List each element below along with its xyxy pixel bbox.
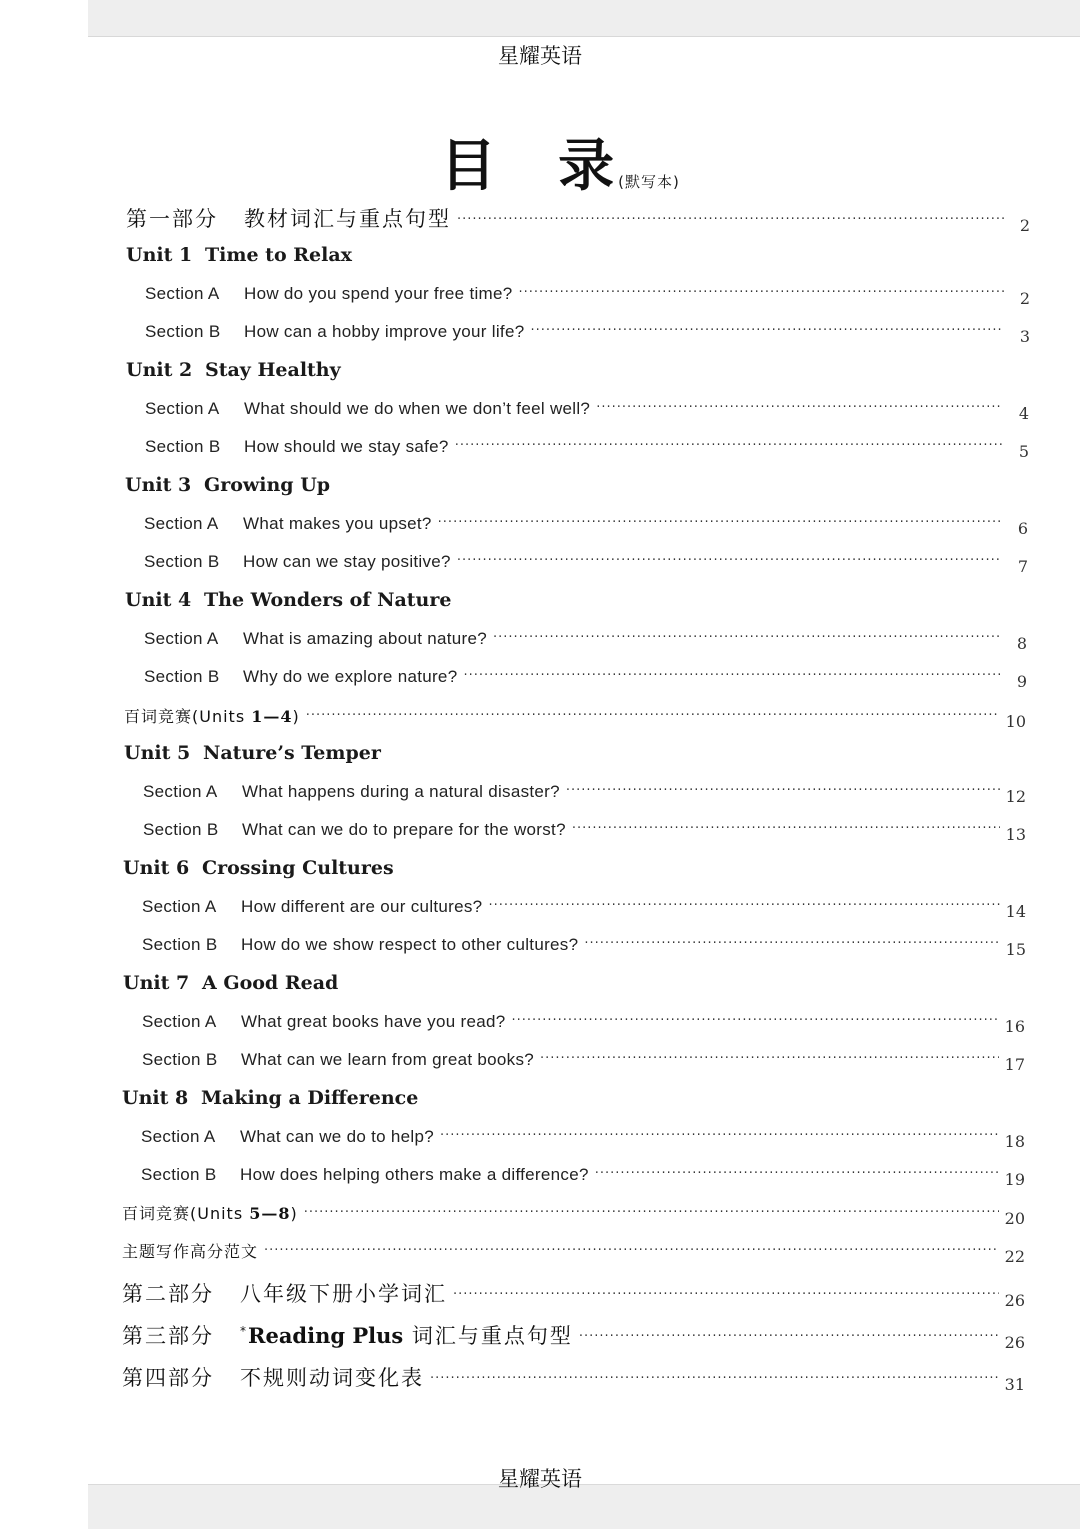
page-number: 31 [1004, 1375, 1025, 1394]
dot-leader [488, 898, 999, 913]
section-title: How can a hobby improve your life? [244, 322, 525, 341]
dot-leader [306, 708, 1000, 723]
dot-leader [566, 783, 1000, 798]
section-title: What can we do to prepare for the worst? [242, 820, 566, 839]
page-number: 22 [1004, 1247, 1025, 1266]
quiz-range: 5—8 [249, 1204, 291, 1223]
unit-title: Making a Difference [201, 1087, 419, 1109]
dot-leader [463, 668, 1001, 683]
quiz-suffix: ) [290, 1204, 298, 1223]
section-title: What happens during a natural disaster? [242, 782, 560, 801]
section-label: Section A [144, 629, 219, 648]
section-label: Section A [143, 782, 218, 801]
page-number: 4 [1018, 404, 1029, 423]
page-number: 14 [1005, 902, 1026, 921]
dot-leader [440, 1128, 999, 1143]
title-char-1: 目 [440, 134, 497, 199]
toc-section[interactable] [144, 667, 1027, 697]
section-title: What great books have you read? [241, 1012, 506, 1031]
unit-number: Unit 5 [124, 742, 191, 764]
dot-leader [457, 212, 1004, 227]
section-title: How do we show respect to other cultures? [241, 935, 579, 954]
toc-quiz-units-1-4[interactable] [124, 704, 1026, 734]
dot-leader [572, 821, 1000, 836]
dot-leader [584, 936, 999, 951]
section-label: Section A [144, 514, 219, 533]
part-title: 不规则动词变化表 [240, 1366, 424, 1390]
page-number: 6 [1017, 519, 1028, 538]
quiz-prefix: 百词竞赛(Units [122, 1204, 250, 1223]
page-number: 9 [1016, 672, 1027, 691]
dot-leader [596, 400, 1003, 415]
dot-leader [264, 1243, 999, 1258]
toc-quiz-units-5-8[interactable] [122, 1201, 1025, 1231]
section-label: Section B [144, 667, 220, 686]
part-title: 八年级下册小学词汇 [240, 1282, 447, 1306]
toc-section[interactable] [145, 399, 1029, 429]
page-number: 16 [1004, 1017, 1025, 1036]
unit-title: Stay Healthy [205, 359, 341, 381]
writing-title: 主题写作高分范文 [122, 1242, 259, 1261]
scan-edge-top [88, 0, 1080, 37]
page-number: 2 [1019, 289, 1030, 308]
unit-title: Crossing Cultures [202, 857, 394, 879]
section-title: How can we stay positive? [243, 552, 451, 571]
section-label: Section B [142, 1050, 218, 1069]
section-label: Section B [144, 552, 220, 571]
page-number: 26 [1004, 1333, 1025, 1352]
dot-leader [540, 1051, 999, 1066]
dot-leader [519, 285, 1004, 300]
section-label: Section B [141, 1165, 217, 1184]
toc-unit-3[interactable] [125, 474, 330, 504]
section-title: What can we do to help? [240, 1127, 435, 1146]
toc-section[interactable] [142, 897, 1026, 927]
title-char-2: 录 [558, 134, 615, 199]
toc-section[interactable] [143, 782, 1026, 812]
page-number: 17 [1004, 1055, 1025, 1074]
page-number: 12 [1005, 787, 1026, 806]
watermark-bottom: 星耀英语 [498, 1467, 582, 1491]
section-label: Section A [142, 897, 217, 916]
unit-number: Unit 2 [126, 359, 193, 381]
page-number: 2 [1019, 216, 1030, 235]
part-number: 第一部分 [126, 207, 218, 231]
toc-section[interactable] [145, 322, 1030, 352]
toc-section[interactable] [145, 437, 1029, 467]
part-title-english: Reading Plus [248, 1323, 404, 1348]
section-label: Section B [142, 935, 218, 954]
page-number: 18 [1004, 1132, 1025, 1151]
page-number: 7 [1017, 557, 1028, 576]
unit-number: Unit 6 [123, 857, 190, 879]
section-title: What makes you upset? [243, 514, 432, 533]
dot-leader [511, 1013, 998, 1028]
dot-leader [455, 438, 1003, 453]
watermark-top: 星耀英语 [498, 44, 582, 68]
toc-section[interactable] [144, 552, 1028, 582]
dot-leader [457, 553, 1002, 568]
unit-title: Growing Up [204, 474, 331, 496]
unit-title: A Good Read [202, 972, 339, 994]
page-number: 19 [1004, 1170, 1025, 1189]
page-title [0, 122, 1080, 199]
toc-section[interactable] [142, 1050, 1025, 1080]
unit-number: Unit 1 [126, 244, 193, 266]
toc-writing[interactable] [122, 1239, 1025, 1269]
quiz-suffix: ) [292, 707, 300, 726]
dot-leader [430, 1371, 999, 1386]
part-number: 第四部分 [122, 1366, 214, 1390]
section-title: How do you spend your free time? [244, 284, 513, 303]
toc-section[interactable] [142, 935, 1026, 965]
toc-part-2[interactable] [122, 1278, 1025, 1308]
unit-number: Unit 4 [125, 589, 192, 611]
toc-unit-1[interactable] [126, 244, 352, 274]
toc-unit-4[interactable] [125, 589, 451, 619]
toc-section[interactable] [145, 284, 1030, 314]
unit-title: Time to Relax [205, 244, 352, 266]
star-mark: * [240, 1324, 248, 1338]
unit-title: The Wonders of Nature [204, 589, 452, 611]
page-number: 26 [1004, 1291, 1025, 1310]
section-label: Section A [142, 1012, 217, 1031]
toc-section[interactable] [143, 820, 1026, 850]
dot-leader [453, 1287, 999, 1302]
quiz-prefix: 百词竞赛(Units [124, 707, 252, 726]
toc-unit-5[interactable] [124, 742, 381, 772]
dot-leader [579, 1329, 999, 1344]
section-title: Why do we explore nature? [243, 667, 458, 686]
section-label: Section B [145, 437, 221, 456]
section-label: Section A [145, 284, 220, 303]
unit-number: Unit 3 [125, 474, 192, 496]
dot-leader [493, 630, 1001, 645]
dot-leader [595, 1166, 999, 1181]
page-number: 8 [1016, 634, 1027, 653]
toc-section[interactable] [144, 514, 1028, 544]
page-number: 5 [1018, 442, 1029, 461]
section-title: How should we stay safe? [244, 437, 449, 456]
toc-unit-7[interactable] [123, 972, 338, 1002]
part-title: 教材词汇与重点句型 [244, 207, 451, 231]
part-title: 词汇与重点句型 [403, 1324, 573, 1348]
section-title: What is amazing about nature? [243, 629, 488, 648]
quiz-range: 1—4 [251, 707, 293, 726]
toc-section[interactable] [142, 1012, 1025, 1042]
unit-number: Unit 7 [123, 972, 190, 994]
section-title: What should we do when we don’t feel well? [244, 399, 591, 418]
page-number: 10 [1005, 712, 1026, 731]
dot-leader [530, 323, 1004, 338]
unit-number: Unit 8 [122, 1087, 189, 1109]
page-number: 13 [1005, 825, 1026, 844]
section-title: How different are our cultures? [241, 897, 483, 916]
part-number: 第三部分 [122, 1324, 214, 1348]
dot-leader [304, 1205, 999, 1220]
toc-section[interactable] [144, 629, 1027, 659]
toc-unit-6[interactable] [123, 857, 394, 887]
toc-section[interactable] [141, 1127, 1025, 1157]
page-number: 3 [1019, 327, 1030, 346]
page-number: 15 [1005, 940, 1026, 959]
page-number: 20 [1004, 1209, 1025, 1228]
section-title: What can we learn from great books? [241, 1050, 535, 1069]
toc-part-1[interactable] [126, 203, 1030, 233]
title-subtitle: (默写本) [618, 173, 680, 191]
toc-part-4[interactable] [122, 1362, 1025, 1392]
dot-leader [438, 515, 1002, 530]
unit-title: Nature’s Temper [203, 742, 381, 764]
toc-unit-2[interactable] [126, 359, 341, 389]
part-number: 第二部分 [122, 1282, 214, 1306]
toc-unit-8[interactable] [122, 1087, 418, 1117]
toc-part-3[interactable] [122, 1320, 1025, 1350]
section-title: How does helping others make a difference? [240, 1165, 589, 1184]
section-label: Section B [143, 820, 219, 839]
section-label: Section A [145, 399, 220, 418]
toc-section[interactable] [141, 1165, 1025, 1195]
section-label: Section B [145, 322, 221, 341]
section-label: Section A [141, 1127, 216, 1146]
